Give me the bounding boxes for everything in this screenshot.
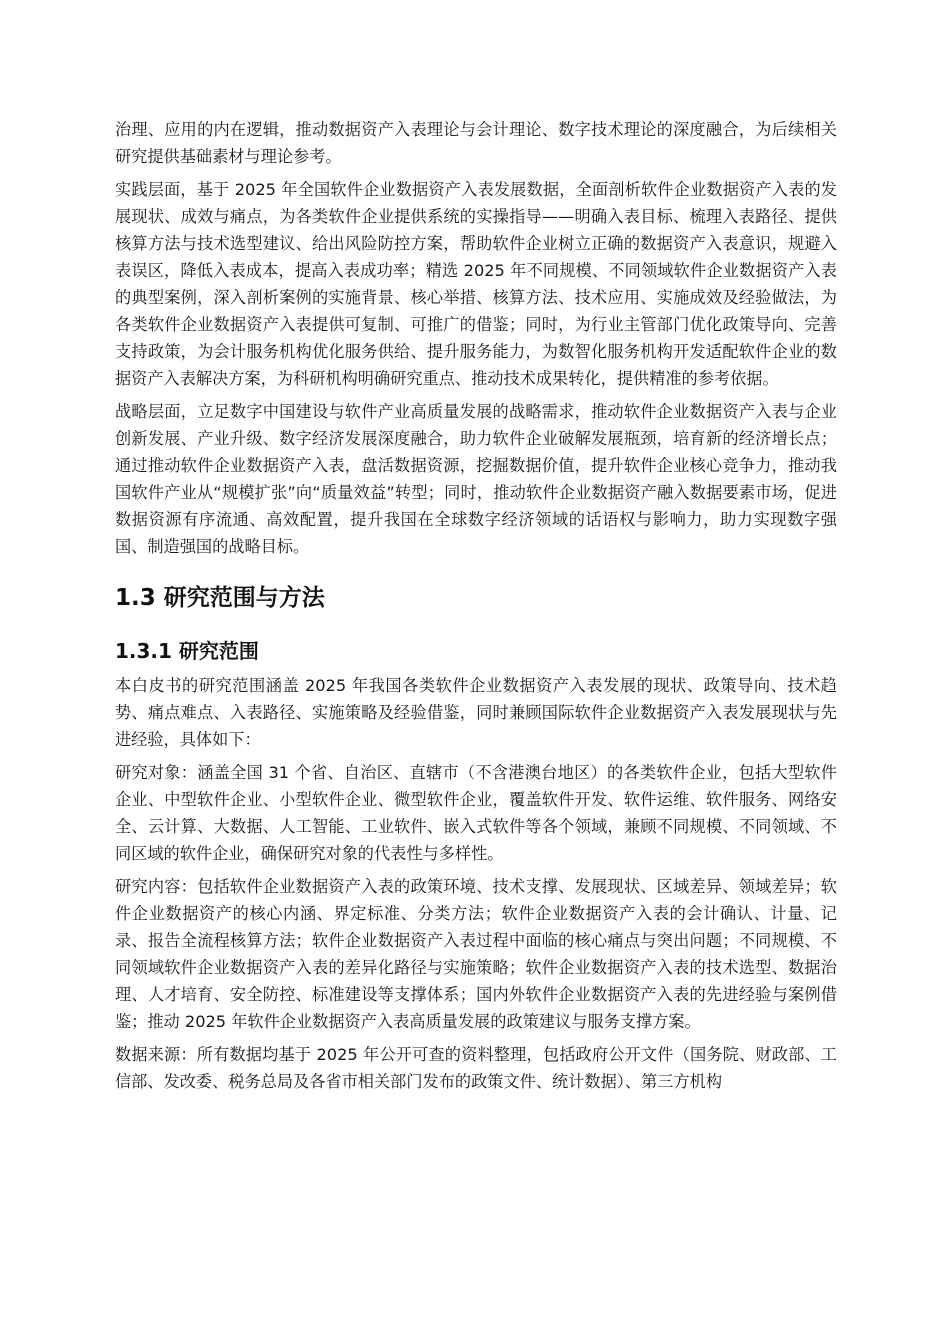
paragraph-strategy: 战略层面，立足数字中国建设与软件产业高质量发展的战略需求，推动软件企业数据资产入表与企业创新发展、产业升级、数字经济发展深度融合，助力软件企业破解发展瓶颈，培育新的经济增长点；通过推动软件企业数据资产入表，盘活数据资源，挖掘数据价值，提升软件企业核心竞争力，推动我国软件产业从“规模扩张”向“质量效益”转型；同时，推动软件企业数据资产融入数据要素市场，促进数据资源有序流通、高效配置，提升我国在全球数字经济领域的话语权与影响力，助力实现数字强国、制造强国的战略目标。	[115, 402, 837, 556]
paragraph-scope-intro: 本白皮书的研究范围涵盖 2025 年我国各类软件企业数据资产入表发展的现状、政策导向、技术趋势、痛点难点、入表路径、实施策略及经验借鉴，同时兼顾国际软件企业数据资产入表发展现状与先进经验，具体如下：	[115, 676, 837, 749]
paragraph-research-objects: 研究对象：涵盖全国 31 个省、自治区、直辖市（不含港澳台地区）的各类软件企业，包括大型软件企业、中型软件企业、小型软件企业、微型软件企业，覆盖软件开发、软件运维、软件服务、网络安全、云计算、大数据、人工智能、工业软件、嵌入式软件等各个领域，兼顾不同规模、不同领域、不同区域的软件企业，确保研究对象的代表性与多样性。	[115, 763, 837, 863]
subsection-heading: 1.3.1 研究范围	[115, 639, 259, 663]
section-heading: 1.3 研究范围与方法	[115, 585, 325, 611]
paragraph-data-sources: 数据来源：所有数据均基于 2025 年公开可查的资料整理，包括政府公开文件（国务院、财政部、工信部、发改委、税务总局及各省市相关部门发布的政策文件、统计数据）、第三方机构	[115, 1045, 837, 1091]
paragraph-theory-continued: 治理、应用的内在逻辑，推动数据资产入表理论与会计理论、数字技术理论的深度融合，为后续相关研究提供基础素材与理论参考。	[115, 120, 837, 166]
paragraph-research-content: 研究内容：包括软件企业数据资产入表的政策环境、技术支撑、发展现状、区域差异、领域差异；软件企业数据资产的核心内涵、界定标准、分类方法；软件企业数据资产入表的会计确认、计量、记录、报告全流程核算方法；软件企业数据资产入表过程中面临的核心痛点与突出问题；不同规模、不同领域软件企业数据资产入表的差异化路径与实施策略；软件企业数据资产入表的技术选型、数据治理、人才培育、安全防控、标准建设等支撑体系；国内外软件企业数据资产入表的先进经验与案例借鉴；推动 2025 年软件企业数据资产入表高质量发展的政策建议与服务支撑方案。	[115, 877, 837, 1031]
document-page	[115, 116, 837, 1101]
paragraph-practice: 实践层面，基于 2025 年全国软件企业数据资产入表发展数据，全面剖析软件企业数据资产入表的发展现状、成效与痛点，为各类软件企业提供系统的实操指导——明确入表目标、梳理入表路径、提供核算方法与技术选型建议、给出风险防控方案，帮助软件企业树立正确的数据资产入表意识，规避入表误区，降低入表成本，提高入表成功率；精选 2025 年不同规模、不同领域软件企业数据资产入表的典型案例，深入剖析案例的实施背景、核心举措、核算方法、技术应用、实施成效及经验做法，为各类软件企业数据资产入表提供可复制、可推广的借鉴；同时，为行业主管部门优化政策导向、完善支持政策，为会计服务机构优化服务供给、提升服务能力，为数智化服务机构开发适配软件企业的数据资产入表解决方案，为科研机构明确研究重点、推动技术成果转化，提供精准的参考依据。	[115, 180, 837, 388]
